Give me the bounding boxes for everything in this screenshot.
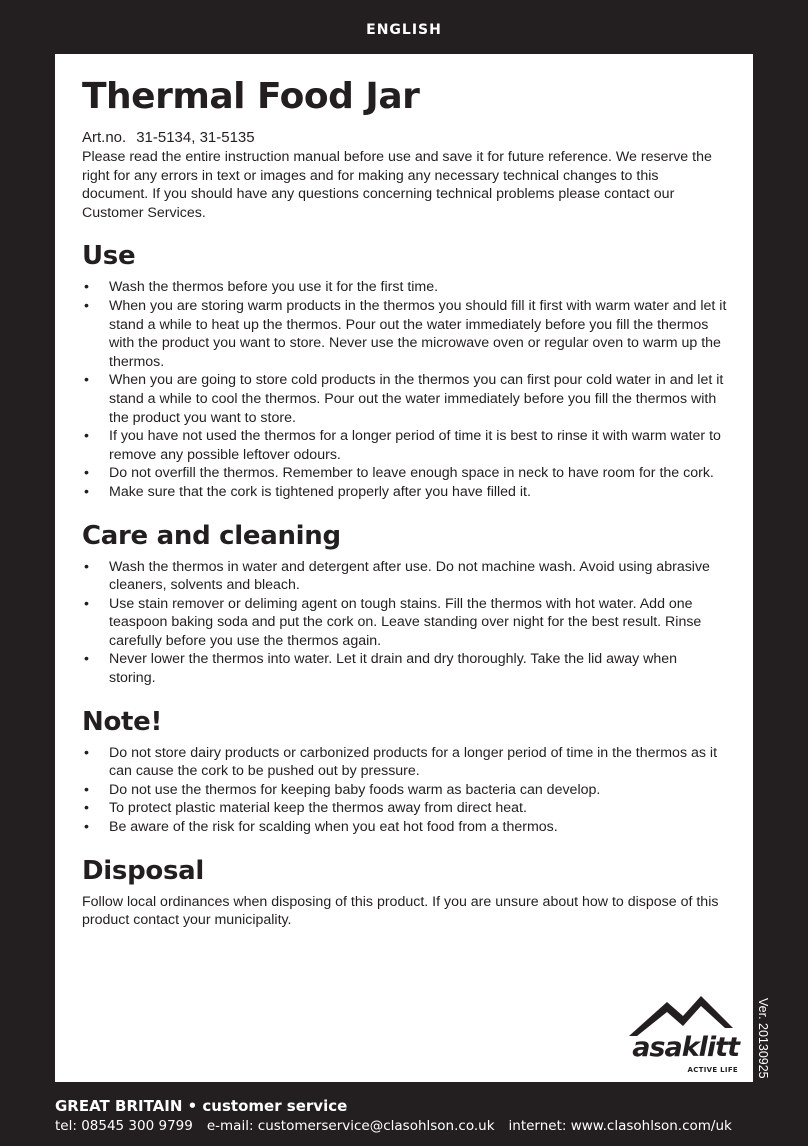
list-item: • Make sure that the cork is tightened properly after you have filled it. — [82, 483, 727, 502]
language-label: ENGLISH — [366, 22, 442, 38]
list-item: • Do not overfill the thermos. Remember to leave enough space in neck to have room for the cork. — [82, 464, 727, 483]
article-number — [82, 128, 727, 148]
article-number-value: 31-5134, 31-5135 — [136, 129, 255, 146]
list-item: • Wash the thermos before you use it for the first time. — [82, 278, 727, 297]
article-number-label: Art.no. — [82, 129, 127, 146]
footer-email[interactable]: e-mail: customerservice@clasohlson.co.uk — [206, 1118, 495, 1134]
list-item: • When you are going to store cold products in the thermos you can first pour cold water in and let it stand a while to cool the thermos. Pour out the water immediately before you fill the thermos with the product you want to store. — [82, 371, 727, 427]
brand-tagline: ACTIVE LIFE — [687, 1066, 738, 1074]
manual-page — [55, 54, 753, 1082]
care-list — [82, 558, 727, 688]
list-item: • When you are storing warm products in the thermos you should fill it first with warm water and let it stand a while to heat up the thermos. Pour out the water immediately before you fill the thermos with the product you want to store. Never use the microwave oven or regular oven to warm up the thermos. — [82, 297, 727, 371]
footer-contact — [55, 1116, 746, 1136]
list-item: • To protect plastic material keep the thermos away from direct heat. — [82, 799, 727, 818]
list-item: • Be aware of the risk for scalding when you eat hot food from a thermos. — [82, 818, 727, 837]
intro-paragraph: Please read the entire instruction manual before use and save it for future reference. We reserve the right for any errors in text or images and for making any necessary technical changes to this document. If you should have any questions concerning technical problems please contact our Customer Services. — [82, 149, 712, 221]
disposal-paragraph: Follow local ordinances when disposing of this product. If you are unsure about how to dispose of this product contact your municipality. — [82, 893, 719, 929]
list-item: • If you have not used the thermos for a longer period of time it is best to rinse it with warm water to remove any possible leftover odours. — [82, 427, 727, 464]
list-item: • Never lower the thermos into water. Let it drain and dry thoroughly. Take the lid away when storing. — [82, 650, 727, 687]
section-heading-use: Use — [82, 241, 136, 272]
list-item: • Do not store dairy products or carbonized products for a longer period of time in the thermos as it can cause the cork to be pushed out by pressure. — [82, 744, 727, 781]
section-heading-care: Care and cleaning — [82, 520, 341, 551]
section-heading-note: Note! — [82, 706, 163, 737]
footer — [55, 1096, 746, 1136]
footer-country: GREAT BRITAIN • customer service — [55, 1097, 348, 1115]
footer-phone: tel: 08545 300 9799 — [55, 1118, 193, 1134]
footer-website[interactable]: internet: www.clasohlson.com/uk — [508, 1118, 732, 1134]
list-item: • Do not use the thermos for keeping baby foods warm as bacteria can develop. — [82, 781, 727, 800]
section-heading-disposal: Disposal — [82, 855, 204, 886]
version-label: Ver. 20130925 — [756, 998, 770, 1079]
note-list — [82, 744, 727, 837]
use-list — [82, 278, 727, 501]
list-item: • Use stain remover or deliming agent on tough stains. Fill the thermos with hot water. Add one teaspoon baking soda and put the cork on. Leave standing over night for the best result. Rinse carefully before you use the thermos again. — [82, 595, 727, 651]
list-item: • Wash the thermos in water and detergent after use. Do not machine wash. Avoid using abrasive cleaners, solvents and bleach. — [82, 558, 727, 595]
brand-name: asaklitt — [632, 1032, 739, 1063]
page-title: Thermal Food Jar — [82, 76, 420, 117]
